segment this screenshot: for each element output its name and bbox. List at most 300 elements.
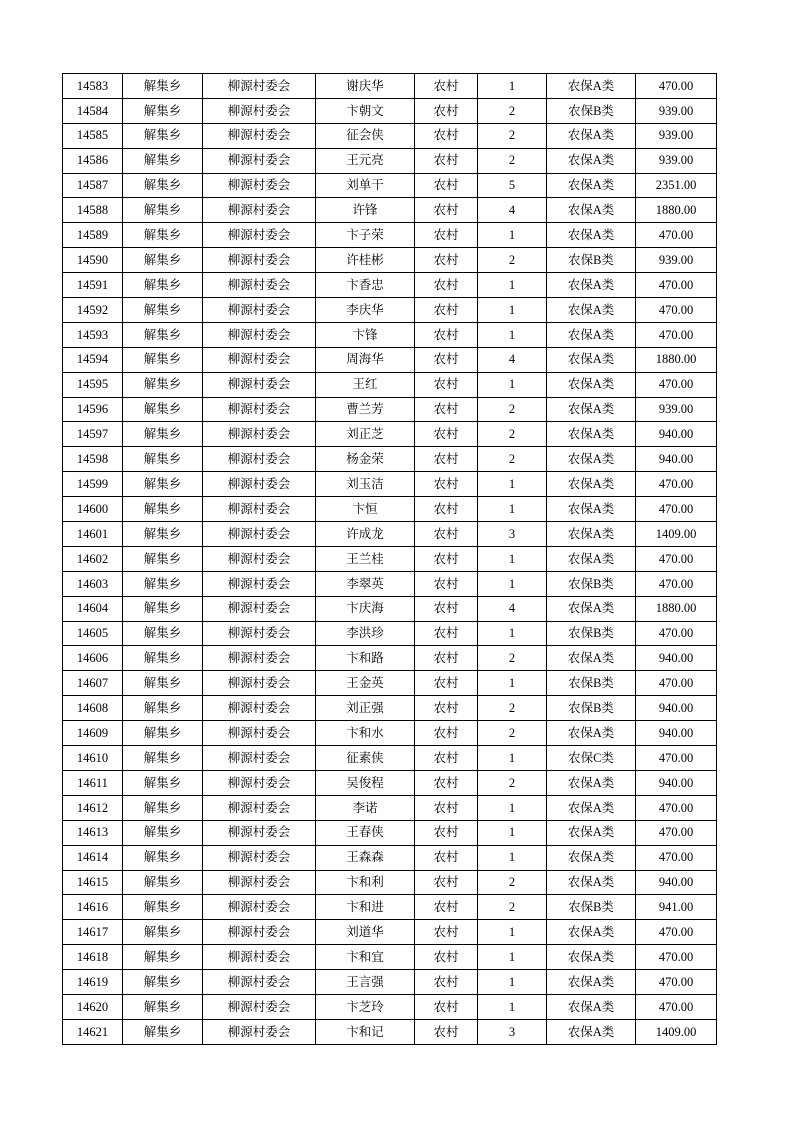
cell-amount: 940.00 (636, 696, 717, 721)
cell-residence-type: 农村 (415, 870, 478, 895)
cell-person-count: 1 (478, 945, 547, 970)
table-row (63, 397, 717, 422)
cell-person-count: 2 (478, 397, 547, 422)
cell-person-count: 2 (478, 770, 547, 795)
table-row (63, 795, 717, 820)
cell-amount: 470.00 (636, 472, 717, 497)
cell-insurance-category: 农保A类 (547, 546, 636, 571)
table-row (63, 596, 717, 621)
cell-residence-type: 农村 (415, 322, 478, 347)
cell-insurance-category: 农保B类 (547, 621, 636, 646)
cell-amount: 470.00 (636, 298, 717, 323)
cell-id: 14587 (63, 173, 123, 198)
cell-person-count: 2 (478, 98, 547, 123)
cell-name: 卞和水 (316, 721, 415, 746)
cell-id: 14583 (63, 74, 123, 99)
cell-residence-type: 农村 (415, 895, 478, 920)
cell-amount: 939.00 (636, 148, 717, 173)
cell-insurance-category: 农保B类 (547, 671, 636, 696)
cell-township: 解集乡 (123, 522, 203, 547)
cell-village-committee: 柳源村委会 (203, 945, 316, 970)
cell-amount: 470.00 (636, 546, 717, 571)
cell-village-committee: 柳源村委会 (203, 522, 316, 547)
cell-township: 解集乡 (123, 322, 203, 347)
cell-name: 刘玉洁 (316, 472, 415, 497)
cell-township: 解集乡 (123, 148, 203, 173)
table-row (63, 770, 717, 795)
cell-insurance-category: 农保A类 (547, 447, 636, 472)
cell-person-count: 1 (478, 920, 547, 945)
cell-village-committee: 柳源村委会 (203, 920, 316, 945)
cell-township: 解集乡 (123, 298, 203, 323)
cell-insurance-category: 农保A类 (547, 994, 636, 1019)
cell-village-committee: 柳源村委会 (203, 123, 316, 148)
cell-insurance-category: 农保A类 (547, 397, 636, 422)
cell-name: 刘正强 (316, 696, 415, 721)
cell-id: 14619 (63, 970, 123, 995)
cell-village-committee: 柳源村委会 (203, 596, 316, 621)
cell-village-committee: 柳源村委会 (203, 472, 316, 497)
cell-township: 解集乡 (123, 248, 203, 273)
cell-township: 解集乡 (123, 571, 203, 596)
cell-name: 刘单干 (316, 173, 415, 198)
cell-residence-type: 农村 (415, 372, 478, 397)
cell-residence-type: 农村 (415, 646, 478, 671)
cell-id: 14591 (63, 273, 123, 298)
cell-id: 14610 (63, 746, 123, 771)
cell-residence-type: 农村 (415, 447, 478, 472)
cell-name: 卞朝文 (316, 98, 415, 123)
cell-amount: 470.00 (636, 994, 717, 1019)
cell-name: 王森森 (316, 845, 415, 870)
cell-insurance-category: 农保A类 (547, 945, 636, 970)
cell-township: 解集乡 (123, 198, 203, 223)
cell-residence-type: 农村 (415, 422, 478, 447)
cell-village-committee: 柳源村委会 (203, 497, 316, 522)
cell-amount: 941.00 (636, 895, 717, 920)
cell-insurance-category: 农保A类 (547, 173, 636, 198)
cell-village-committee: 柳源村委会 (203, 970, 316, 995)
cell-name: 卞锋 (316, 322, 415, 347)
cell-name: 卞庆海 (316, 596, 415, 621)
cell-residence-type: 农村 (415, 497, 478, 522)
cell-id: 14585 (63, 123, 123, 148)
table-row (63, 273, 717, 298)
cell-person-count: 1 (478, 546, 547, 571)
cell-person-count: 1 (478, 273, 547, 298)
cell-amount: 1409.00 (636, 1019, 717, 1044)
cell-person-count: 1 (478, 671, 547, 696)
cell-residence-type: 农村 (415, 273, 478, 298)
cell-person-count: 1 (478, 994, 547, 1019)
cell-name: 周海华 (316, 347, 415, 372)
table-row (63, 870, 717, 895)
cell-township: 解集乡 (123, 98, 203, 123)
cell-residence-type: 农村 (415, 123, 478, 148)
cell-name: 卞香忠 (316, 273, 415, 298)
cell-name: 王兰桂 (316, 546, 415, 571)
cell-residence-type: 农村 (415, 770, 478, 795)
cell-amount: 470.00 (636, 372, 717, 397)
cell-name: 卞芝玲 (316, 994, 415, 1019)
cell-amount: 940.00 (636, 721, 717, 746)
cell-village-committee: 柳源村委会 (203, 820, 316, 845)
cell-insurance-category: 农保A类 (547, 148, 636, 173)
cell-id: 14609 (63, 721, 123, 746)
cell-id: 14614 (63, 845, 123, 870)
cell-township: 解集乡 (123, 895, 203, 920)
cell-amount: 470.00 (636, 571, 717, 596)
cell-insurance-category: 农保A类 (547, 1019, 636, 1044)
table-row (63, 820, 717, 845)
cell-residence-type: 农村 (415, 845, 478, 870)
cell-amount: 470.00 (636, 322, 717, 347)
cell-insurance-category: 农保A类 (547, 870, 636, 895)
cell-village-committee: 柳源村委会 (203, 746, 316, 771)
cell-id: 14605 (63, 621, 123, 646)
cell-amount: 939.00 (636, 248, 717, 273)
table-row (63, 74, 717, 99)
table-row (63, 920, 717, 945)
cell-residence-type: 农村 (415, 74, 478, 99)
cell-township: 解集乡 (123, 845, 203, 870)
cell-person-count: 4 (478, 198, 547, 223)
cell-amount: 939.00 (636, 397, 717, 422)
table-row (63, 696, 717, 721)
cell-id: 14593 (63, 322, 123, 347)
cell-residence-type: 农村 (415, 223, 478, 248)
cell-id: 14599 (63, 472, 123, 497)
cell-person-count: 3 (478, 522, 547, 547)
cell-residence-type: 农村 (415, 472, 478, 497)
cell-id: 14598 (63, 447, 123, 472)
cell-amount: 470.00 (636, 621, 717, 646)
cell-name: 征会侠 (316, 123, 415, 148)
cell-id: 14597 (63, 422, 123, 447)
cell-name: 李洪珍 (316, 621, 415, 646)
cell-township: 解集乡 (123, 696, 203, 721)
cell-village-committee: 柳源村委会 (203, 646, 316, 671)
table-row (63, 497, 717, 522)
cell-id: 14590 (63, 248, 123, 273)
table-row (63, 522, 717, 547)
cell-person-count: 2 (478, 870, 547, 895)
cell-insurance-category: 农保A类 (547, 74, 636, 99)
cell-village-committee: 柳源村委会 (203, 621, 316, 646)
cell-residence-type: 农村 (415, 1019, 478, 1044)
cell-person-count: 1 (478, 970, 547, 995)
cell-township: 解集乡 (123, 347, 203, 372)
cell-insurance-category: 农保A类 (547, 770, 636, 795)
cell-insurance-category: 农保A类 (547, 472, 636, 497)
cell-id: 14604 (63, 596, 123, 621)
cell-township: 解集乡 (123, 945, 203, 970)
cell-amount: 470.00 (636, 970, 717, 995)
cell-residence-type: 农村 (415, 746, 478, 771)
table-row (63, 546, 717, 571)
cell-person-count: 1 (478, 497, 547, 522)
cell-township: 解集乡 (123, 721, 203, 746)
cell-amount: 470.00 (636, 671, 717, 696)
cell-name: 王金英 (316, 671, 415, 696)
cell-residence-type: 农村 (415, 98, 478, 123)
cell-insurance-category: 农保A类 (547, 596, 636, 621)
cell-village-committee: 柳源村委会 (203, 1019, 316, 1044)
cell-person-count: 5 (478, 173, 547, 198)
cell-person-count: 2 (478, 721, 547, 746)
cell-name: 吴俊程 (316, 770, 415, 795)
cell-amount: 2351.00 (636, 173, 717, 198)
cell-amount: 470.00 (636, 74, 717, 99)
cell-id: 14620 (63, 994, 123, 1019)
table-row (63, 994, 717, 1019)
table-row (63, 845, 717, 870)
cell-village-committee: 柳源村委会 (203, 397, 316, 422)
cell-amount: 1880.00 (636, 596, 717, 621)
cell-person-count: 2 (478, 696, 547, 721)
cell-amount: 470.00 (636, 945, 717, 970)
cell-residence-type: 农村 (415, 820, 478, 845)
table-row (63, 148, 717, 173)
cell-residence-type: 农村 (415, 347, 478, 372)
table-row (63, 223, 717, 248)
cell-name: 卞和路 (316, 646, 415, 671)
table-row (63, 123, 717, 148)
cell-id: 14613 (63, 820, 123, 845)
table-row (63, 646, 717, 671)
cell-name: 李翠英 (316, 571, 415, 596)
cell-name: 卞恒 (316, 497, 415, 522)
insurance-roster-table (62, 73, 717, 1045)
cell-id: 14616 (63, 895, 123, 920)
cell-township: 解集乡 (123, 746, 203, 771)
cell-id: 14586 (63, 148, 123, 173)
cell-amount: 470.00 (636, 497, 717, 522)
table-row (63, 447, 717, 472)
cell-name: 许成龙 (316, 522, 415, 547)
cell-township: 解集乡 (123, 546, 203, 571)
cell-residence-type: 农村 (415, 148, 478, 173)
cell-insurance-category: 农保A类 (547, 347, 636, 372)
cell-person-count: 4 (478, 347, 547, 372)
cell-id: 14603 (63, 571, 123, 596)
cell-person-count: 1 (478, 795, 547, 820)
table-row (63, 248, 717, 273)
cell-insurance-category: 农保A类 (547, 372, 636, 397)
cell-residence-type: 农村 (415, 671, 478, 696)
cell-village-committee: 柳源村委会 (203, 447, 316, 472)
cell-id: 14595 (63, 372, 123, 397)
cell-village-committee: 柳源村委会 (203, 671, 316, 696)
cell-id: 14592 (63, 298, 123, 323)
cell-township: 解集乡 (123, 994, 203, 1019)
cell-amount: 470.00 (636, 820, 717, 845)
cell-insurance-category: 农保B类 (547, 696, 636, 721)
cell-residence-type: 农村 (415, 696, 478, 721)
cell-person-count: 1 (478, 298, 547, 323)
cell-township: 解集乡 (123, 671, 203, 696)
cell-insurance-category: 农保A类 (547, 970, 636, 995)
cell-residence-type: 农村 (415, 994, 478, 1019)
cell-township: 解集乡 (123, 372, 203, 397)
cell-residence-type: 农村 (415, 546, 478, 571)
cell-insurance-category: 农保A类 (547, 322, 636, 347)
cell-amount: 940.00 (636, 447, 717, 472)
cell-name: 李庆华 (316, 298, 415, 323)
cell-person-count: 1 (478, 472, 547, 497)
cell-id: 14589 (63, 223, 123, 248)
cell-insurance-category: 农保A类 (547, 497, 636, 522)
cell-residence-type: 农村 (415, 397, 478, 422)
table-row (63, 895, 717, 920)
table-row (63, 945, 717, 970)
cell-person-count: 2 (478, 895, 547, 920)
table-row (63, 322, 717, 347)
cell-amount: 1880.00 (636, 198, 717, 223)
cell-amount: 470.00 (636, 273, 717, 298)
cell-township: 解集乡 (123, 596, 203, 621)
cell-insurance-category: 农保A类 (547, 820, 636, 845)
cell-township: 解集乡 (123, 795, 203, 820)
cell-name: 卞和记 (316, 1019, 415, 1044)
cell-person-count: 1 (478, 746, 547, 771)
table-body (63, 74, 717, 1045)
cell-id: 14611 (63, 770, 123, 795)
cell-township: 解集乡 (123, 970, 203, 995)
cell-id: 14612 (63, 795, 123, 820)
cell-person-count: 2 (478, 422, 547, 447)
cell-insurance-category: 农保A类 (547, 845, 636, 870)
cell-amount: 1880.00 (636, 347, 717, 372)
cell-id: 14596 (63, 397, 123, 422)
cell-person-count: 1 (478, 845, 547, 870)
cell-insurance-category: 农保A类 (547, 123, 636, 148)
cell-id: 14618 (63, 945, 123, 970)
table-row (63, 671, 717, 696)
cell-amount: 940.00 (636, 770, 717, 795)
cell-township: 解集乡 (123, 173, 203, 198)
cell-residence-type: 农村 (415, 945, 478, 970)
cell-township: 解集乡 (123, 74, 203, 99)
cell-name: 卞和宜 (316, 945, 415, 970)
cell-residence-type: 农村 (415, 571, 478, 596)
cell-id: 14602 (63, 546, 123, 571)
table-row (63, 746, 717, 771)
cell-name: 刘正芝 (316, 422, 415, 447)
cell-person-count: 1 (478, 223, 547, 248)
cell-village-committee: 柳源村委会 (203, 273, 316, 298)
cell-id: 14600 (63, 497, 123, 522)
cell-person-count: 2 (478, 123, 547, 148)
cell-person-count: 1 (478, 621, 547, 646)
cell-residence-type: 农村 (415, 596, 478, 621)
cell-village-committee: 柳源村委会 (203, 148, 316, 173)
cell-residence-type: 农村 (415, 198, 478, 223)
cell-person-count: 1 (478, 820, 547, 845)
cell-person-count: 1 (478, 74, 547, 99)
cell-insurance-category: 农保A类 (547, 721, 636, 746)
cell-person-count: 2 (478, 248, 547, 273)
cell-township: 解集乡 (123, 397, 203, 422)
cell-township: 解集乡 (123, 820, 203, 845)
cell-township: 解集乡 (123, 223, 203, 248)
table-row (63, 621, 717, 646)
cell-township: 解集乡 (123, 770, 203, 795)
cell-insurance-category: 农保A类 (547, 198, 636, 223)
cell-village-committee: 柳源村委会 (203, 347, 316, 372)
table-row (63, 571, 717, 596)
cell-person-count: 1 (478, 372, 547, 397)
cell-id: 14615 (63, 870, 123, 895)
table-row (63, 1019, 717, 1044)
cell-name: 许桂彬 (316, 248, 415, 273)
cell-name: 卞子荣 (316, 223, 415, 248)
cell-village-committee: 柳源村委会 (203, 173, 316, 198)
cell-name: 李诺 (316, 795, 415, 820)
cell-id: 14601 (63, 522, 123, 547)
cell-name: 征素侠 (316, 746, 415, 771)
cell-insurance-category: 农保B类 (547, 248, 636, 273)
cell-village-committee: 柳源村委会 (203, 98, 316, 123)
cell-village-committee: 柳源村委会 (203, 994, 316, 1019)
cell-amount: 470.00 (636, 845, 717, 870)
cell-name: 谢庆华 (316, 74, 415, 99)
cell-village-committee: 柳源村委会 (203, 322, 316, 347)
cell-person-count: 3 (478, 1019, 547, 1044)
cell-insurance-category: 农保A类 (547, 795, 636, 820)
cell-township: 解集乡 (123, 123, 203, 148)
table-row (63, 422, 717, 447)
table-row (63, 298, 717, 323)
cell-insurance-category: 农保A类 (547, 223, 636, 248)
table-row (63, 173, 717, 198)
cell-name: 杨金荣 (316, 447, 415, 472)
cell-residence-type: 农村 (415, 522, 478, 547)
cell-insurance-category: 农保B类 (547, 571, 636, 596)
cell-amount: 470.00 (636, 746, 717, 771)
cell-village-committee: 柳源村委会 (203, 770, 316, 795)
cell-amount: 940.00 (636, 422, 717, 447)
cell-residence-type: 农村 (415, 621, 478, 646)
cell-township: 解集乡 (123, 621, 203, 646)
cell-person-count: 2 (478, 646, 547, 671)
cell-village-committee: 柳源村委会 (203, 546, 316, 571)
cell-name: 卞和进 (316, 895, 415, 920)
cell-township: 解集乡 (123, 273, 203, 298)
cell-name: 卞和利 (316, 870, 415, 895)
cell-village-committee: 柳源村委会 (203, 845, 316, 870)
cell-name: 许锋 (316, 198, 415, 223)
cell-name: 曹兰芳 (316, 397, 415, 422)
cell-residence-type: 农村 (415, 920, 478, 945)
cell-township: 解集乡 (123, 422, 203, 447)
cell-insurance-category: 农保A类 (547, 273, 636, 298)
cell-village-committee: 柳源村委会 (203, 795, 316, 820)
cell-amount: 470.00 (636, 920, 717, 945)
cell-person-count: 2 (478, 447, 547, 472)
cell-township: 解集乡 (123, 497, 203, 522)
cell-id: 14594 (63, 347, 123, 372)
cell-name: 刘道华 (316, 920, 415, 945)
cell-township: 解集乡 (123, 1019, 203, 1044)
table-row (63, 347, 717, 372)
cell-residence-type: 农村 (415, 970, 478, 995)
cell-village-committee: 柳源村委会 (203, 571, 316, 596)
cell-residence-type: 农村 (415, 721, 478, 746)
cell-amount: 470.00 (636, 795, 717, 820)
table-row (63, 970, 717, 995)
cell-id: 14584 (63, 98, 123, 123)
